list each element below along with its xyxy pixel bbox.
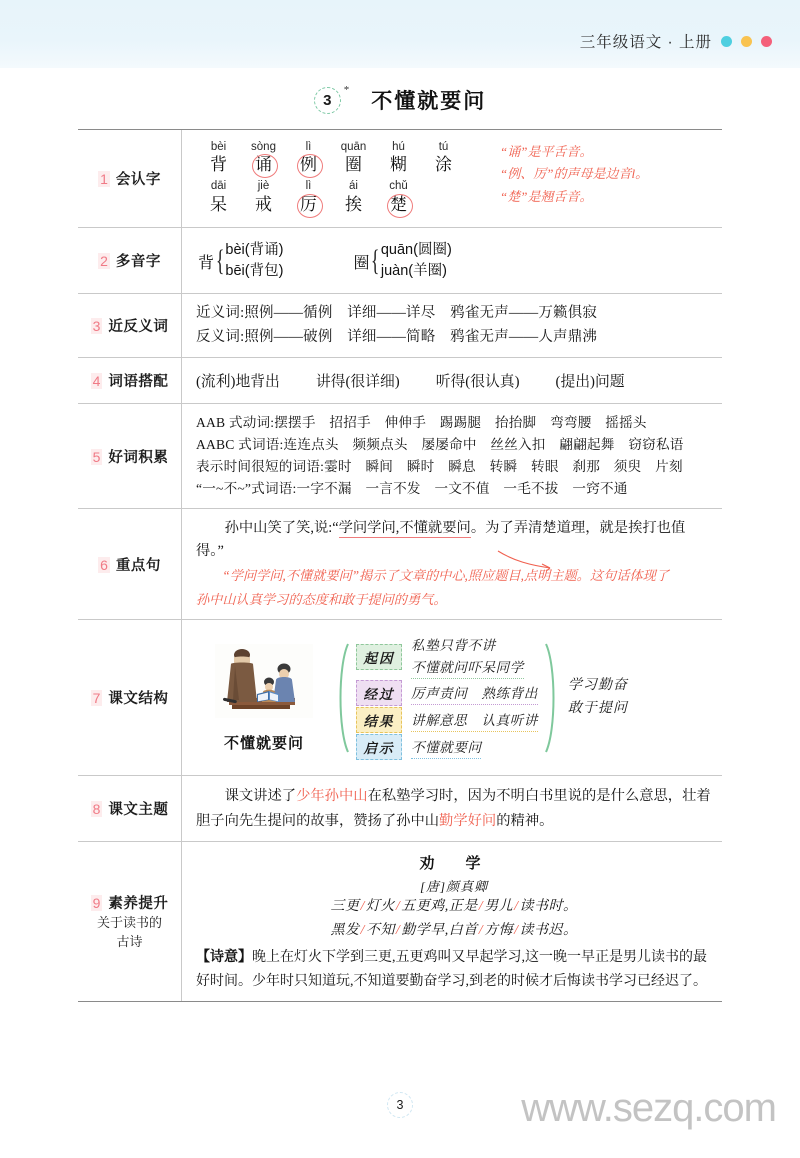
structure-row — [356, 634, 538, 679]
row-number: 1 — [100, 170, 108, 187]
row-label: 重点句 — [115, 557, 161, 574]
structure-tag: 结果 — [356, 707, 402, 733]
polyphonic-head-char: 圈 — [353, 254, 370, 272]
collocation-item: 听得(很认真) — [435, 374, 520, 391]
structure-row — [356, 680, 538, 706]
table-row — [78, 842, 722, 1002]
page-footer — [0, 1086, 800, 1132]
table-row — [78, 509, 722, 620]
poem-slash: / — [395, 898, 401, 914]
brace-icon: { — [371, 244, 380, 278]
collocation-item: (提出)问题 — [555, 374, 625, 391]
pinyin-reading: sòng — [251, 141, 276, 153]
word-bank-line: AAB 式动词:摆摆手 招招手 伸伸手 踢踢腿 抬抬脚 弯弯腰 摇摇头 — [196, 415, 647, 431]
collocation-item: 讲得(很详细) — [315, 374, 400, 391]
page-header-band — [0, 0, 800, 68]
hanzi-character: 楚 — [388, 194, 409, 217]
key-sentence-analysis-1: “学问学问,不懂就要问”揭示了文章的中心,照应题目,点明主题。这句话体现了 — [222, 568, 669, 584]
lesson-number-badge: 3 — [314, 87, 341, 114]
table-row — [78, 294, 722, 358]
row-label: 词语搭配 — [108, 374, 169, 391]
poem-lines — [196, 895, 712, 944]
word-bank-line: “一~不~”式词语:一字不漏 一言不发 一文不值 一毛不拔 一窍不通 — [196, 481, 628, 497]
structure-diagram — [196, 628, 712, 767]
row-label-cell — [78, 776, 182, 841]
structure-body — [411, 736, 481, 759]
watermark: www.sezq.com — [521, 1086, 776, 1130]
structure-conclusion — [568, 675, 628, 720]
pinyin-line — [196, 179, 466, 216]
polyphonic-reading: bèi(背诵) — [225, 241, 284, 258]
poem-segment: 读书时。 — [519, 898, 578, 914]
row-label: 好词积累 — [108, 449, 169, 466]
row-label-cell — [78, 294, 182, 357]
key-sentence-underlined: 学问学问,不懂就要问 — [338, 520, 471, 537]
pronunciation-note: “诵”是平舌音。 — [500, 144, 593, 159]
row-label-sub-1: 关于读书的 — [96, 914, 162, 930]
dot-cyan-icon — [721, 36, 732, 47]
poem-segment: 黑发 — [330, 923, 360, 939]
brace-right-icon — [544, 642, 560, 754]
structure-body-line: 厉声责问 熟练背出 — [411, 682, 538, 705]
row-number: 5 — [92, 448, 101, 465]
poem-slash: / — [360, 898, 365, 914]
table-row — [78, 228, 722, 295]
polyphonic-readings — [225, 240, 283, 284]
pronunciation-notes — [466, 138, 712, 208]
conclusion-line-1: 学习勤奋 — [567, 678, 628, 694]
row-label-cell — [78, 228, 182, 294]
pronunciation-note: “例、厉”的声母是边音l。 — [500, 166, 649, 182]
poem-segment: 读书迟。 — [519, 923, 578, 939]
row-content-synonyms-antonyms — [182, 294, 722, 357]
row-label: 课文主题 — [108, 802, 169, 819]
row-label: 素养提升 — [108, 895, 169, 912]
pinyin-char — [196, 179, 241, 216]
header-title: 三年级语文 · 上册 — [579, 34, 712, 51]
key-sentence-analysis-2: 孙中山认真学习的态度和敢于提问的勇气。 — [196, 592, 447, 608]
structure-tag: 启示 — [356, 734, 402, 760]
poem-slash: / — [360, 923, 365, 939]
row-label-cell — [78, 130, 182, 227]
structure-tag: 经过 — [356, 680, 402, 706]
synonyms-line: 近义词:照例——循例 详细——详尽 鸦雀无声——万籁俱寂 — [196, 305, 598, 322]
row-label-cell — [78, 509, 182, 619]
pinyin-char — [196, 140, 241, 177]
structure-row — [356, 707, 538, 733]
polyphonic-group — [353, 240, 451, 284]
pinyin-char — [241, 179, 286, 216]
key-sentence-pre: 孙中山笑了笑,说:“ — [224, 520, 339, 537]
brace-left-icon — [334, 642, 350, 754]
theme-text — [196, 784, 712, 833]
pinyin-reading: quān — [340, 141, 367, 153]
poem-segment: 三更 — [330, 898, 360, 914]
poem-meaning-tag: 【诗意】 — [196, 947, 252, 964]
structure-body — [411, 682, 538, 705]
hanzi-character: 呆 — [210, 194, 227, 214]
hanzi-character: 厉 — [298, 194, 319, 217]
pinyin-character-block — [196, 138, 466, 219]
structure-body — [411, 709, 538, 732]
polyphonic-head-char: 背 — [198, 254, 215, 272]
pinyin-reading: ái — [349, 180, 358, 193]
hanzi-character: 背 — [210, 155, 227, 175]
row-number: 8 — [92, 801, 101, 818]
poem-slash: / — [395, 923, 401, 939]
teacher-students-illustration-icon — [209, 642, 319, 730]
poem-segment: 勤学早,白首 — [401, 923, 478, 939]
poem-segment: 男儿 — [484, 898, 514, 914]
row-content-recognize-chars — [182, 130, 722, 227]
poem-segment: 不知 — [365, 923, 395, 939]
polyphonic-group — [198, 240, 283, 284]
hanzi-character: 涂 — [435, 155, 452, 175]
row-label: 会认字 — [115, 171, 161, 188]
theme-highlight: 少年孙中山 — [296, 788, 368, 805]
table-row — [78, 358, 722, 404]
pinyin-reading: dāi — [210, 180, 227, 193]
table-row — [78, 130, 722, 228]
dot-pink-icon — [761, 36, 772, 47]
poem-slash: / — [478, 923, 484, 939]
poem-title: 劝 学 — [419, 854, 489, 872]
hanzi-character: 糊 — [390, 155, 407, 175]
lesson-summary-table — [78, 129, 722, 1002]
pinyin-reading: chǔ — [389, 180, 408, 193]
word-bank-line: 表示时间很短的词语:霎时 瞬间 瞬时 瞬息 转瞬 转眼 刹那 须臾 片刻 — [196, 459, 683, 475]
row-number: 6 — [100, 556, 108, 573]
polyphonic-reading: juàn(羊圈) — [380, 263, 447, 280]
key-sentence — [196, 517, 712, 563]
hanzi-character: 挨 — [345, 194, 362, 214]
structure-rows — [356, 634, 538, 761]
pronunciation-note: “楚”是翘舌音。 — [500, 188, 593, 204]
structure-tag: 起因 — [356, 644, 402, 670]
lesson-star-icon: * — [343, 83, 350, 96]
polyphonic-list — [196, 236, 712, 286]
row-content-structure — [182, 620, 722, 775]
pinyin-char — [376, 140, 421, 177]
row-content-collocations — [182, 358, 722, 403]
key-sentence-post: 。为了弄清楚道理，就是挨打也值得。” — [196, 520, 686, 560]
poem-line — [196, 919, 712, 944]
polyphonic-readings — [381, 240, 452, 284]
row-label: 多音字 — [115, 253, 161, 270]
theme-text-part: 课文讲述了 — [224, 788, 297, 805]
poem-meaning-text: 晚上在灯火下学到三更,五更鸡叫又早起学习,这一晚一早正是男儿读书的最好时间。少年时只知道玩,不知道要勤奋学习,到老的时候才后悔读书学习已经迟了。 — [196, 949, 707, 989]
row-content-poem — [182, 842, 722, 1002]
row-number: 9 — [92, 894, 101, 911]
poem-meaning — [196, 945, 712, 994]
pinyin-char-circled — [376, 179, 421, 216]
collocation-list — [196, 366, 712, 395]
row-content-word-bank — [182, 404, 722, 508]
row-number: 2 — [100, 252, 108, 269]
row-label-sub-2: 古诗 — [116, 933, 143, 949]
row-label-cell — [78, 842, 182, 1002]
row-number: 4 — [92, 373, 101, 390]
pinyin-char-circled — [286, 179, 331, 216]
pinyin-char-circled — [241, 140, 286, 177]
lesson-illustration — [200, 642, 328, 753]
hanzi-character: 诵 — [253, 154, 274, 177]
illustration-caption: 不懂就要问 — [223, 735, 304, 753]
pinyin-char-circled — [286, 140, 331, 177]
row-label-sub — [97, 914, 162, 952]
lesson-number-badge-wrap — [314, 83, 350, 114]
word-bank-line: AABC 式词语:连连点头 频频点头 屡屡命中 丝丝入扣 翩翩起舞 窃窃私语 — [196, 437, 684, 453]
poem-author: [唐]颜真卿 — [419, 878, 489, 894]
row-content-theme — [182, 776, 722, 841]
header-inner — [580, 30, 772, 52]
row-label: 课文结构 — [108, 691, 169, 708]
structure-body-line: 讲解意思 认真听讲 — [411, 709, 538, 732]
brace-icon: { — [215, 244, 225, 278]
collocation-item: (流利)地背出 — [196, 374, 280, 391]
page-title: 不懂就要问 — [371, 90, 487, 113]
poem-line — [196, 895, 712, 920]
table-row — [78, 404, 722, 509]
pinyin-char — [421, 140, 466, 177]
row-content-polyphonic — [182, 228, 722, 294]
pinyin-reading: jiè — [257, 180, 270, 193]
hanzi-character: 圈 — [345, 155, 362, 175]
row-content-key-sentence — [182, 509, 722, 619]
row-label-cell — [78, 620, 182, 775]
antonyms-line: 反义词:照例——破例 详细——简略 鸦雀无声——人声鼎沸 — [196, 328, 598, 345]
pinyin-reading: tú — [438, 141, 449, 153]
structure-body-line: 不懂就问吓呆同学 — [411, 656, 524, 679]
lesson-title-row — [0, 76, 800, 124]
poem-slash: / — [478, 898, 484, 914]
poem-segment: 灯火 — [365, 898, 395, 914]
pinyin-reading: bèi — [210, 141, 227, 153]
structure-row — [356, 734, 538, 760]
hanzi-character: 戒 — [255, 194, 272, 214]
structure-body-line: 私塾只背不讲 — [411, 638, 496, 654]
theme-highlight: 勤学好问 — [439, 812, 497, 829]
table-row — [78, 620, 722, 776]
row-number: 3 — [92, 318, 101, 335]
poem-slash: / — [514, 898, 519, 914]
page-number: 3 — [387, 1092, 413, 1118]
table-row — [78, 776, 722, 842]
row-label: 近反义词 — [108, 319, 169, 336]
theme-text-part: 在私塾学习时，因为不明白书里说的是什么意思，壮着胆子向先生提问的故事，赞扬了孙中山 — [196, 788, 711, 829]
poem-slash: / — [514, 923, 519, 939]
pinyin-reading: lì — [305, 180, 312, 193]
structure-body — [411, 634, 524, 679]
row-label-cell — [78, 404, 182, 508]
polyphonic-reading: bēi(背包) — [225, 263, 284, 280]
poem-segment: 方悔 — [484, 923, 514, 939]
theme-text-part: 的精神。 — [496, 812, 554, 829]
pinyin-reading: lì — [305, 141, 312, 153]
pinyin-reading: hú — [392, 141, 405, 153]
polyphonic-reading: quān(圆圈) — [380, 241, 452, 258]
pinyin-char — [331, 179, 376, 216]
conclusion-line-2: 敢于提问 — [567, 700, 628, 716]
row-label-cell — [78, 358, 182, 403]
pinyin-char — [331, 140, 376, 177]
poem-segment: 五更鸡,正是 — [401, 898, 478, 914]
hanzi-character: 例 — [298, 154, 319, 177]
pinyin-line — [196, 140, 466, 177]
row-number: 7 — [92, 690, 101, 707]
structure-body-line: 不懂就要问 — [411, 736, 481, 759]
dot-amber-icon — [741, 36, 752, 47]
